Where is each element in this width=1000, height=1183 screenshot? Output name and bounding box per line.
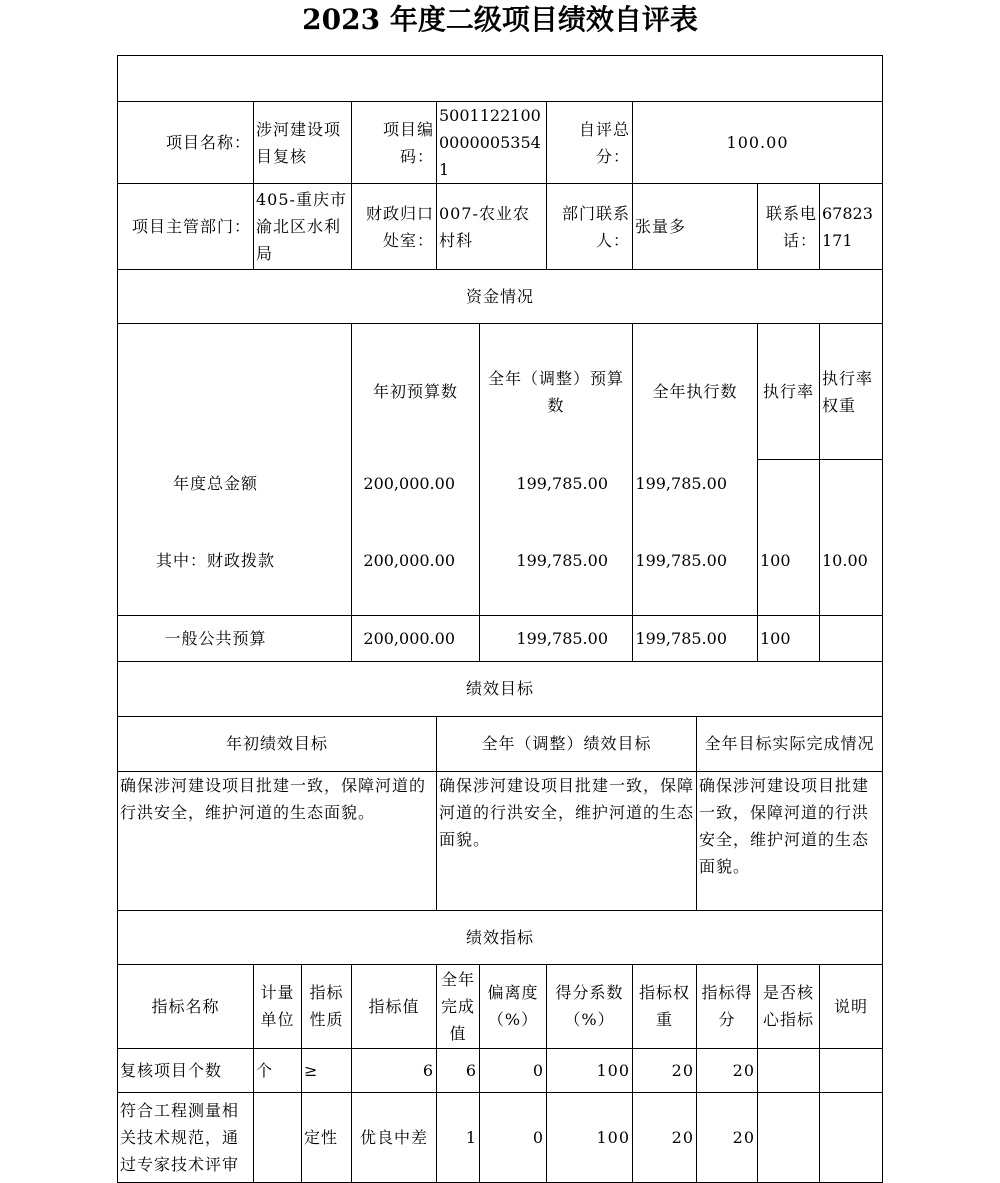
funds-row-initial: 200,000.00	[352, 615, 480, 661]
funds-row-initial: 200,000.00	[352, 460, 480, 507]
goals-header-row	[118, 716, 883, 771]
dept-label: 项目主管部门：	[118, 184, 254, 270]
goals-header-adjusted: 全年（调整）绩效目标	[437, 716, 697, 771]
funds-row-weight	[820, 615, 883, 661]
funds-row-executed: 199,785.00	[633, 615, 758, 661]
finance-office-value: 007-农业农村科	[437, 184, 547, 270]
funds-row-initial: 200,000.00	[352, 507, 480, 616]
funds-header-row	[118, 324, 883, 460]
funds-header-rate: 执行率	[758, 324, 820, 460]
ind-nature: ≥	[302, 1048, 352, 1092]
ind-weight: 20	[633, 1048, 697, 1092]
funds-row-label: 一般公共预算	[118, 615, 352, 661]
funds-section-row	[118, 270, 883, 324]
self-score-value: 100.00	[633, 102, 883, 184]
ind-header-value: 指标值	[352, 964, 437, 1048]
funds-header-adjusted: 全年（调整）预算数	[480, 324, 633, 460]
ind-core	[758, 1048, 820, 1092]
ind-coef: 100	[547, 1048, 633, 1092]
ind-header-done: 全年完成值	[437, 964, 480, 1048]
funds-header-blank	[118, 324, 352, 460]
ind-header-nature: 指标性质	[302, 964, 352, 1048]
funds-header-initial: 年初预算数	[352, 324, 480, 460]
blank-row	[118, 56, 883, 102]
dept-value: 405-重庆市渝北区水利局	[254, 184, 352, 270]
page-title: 2023 年度二级项目绩效自评表	[302, 3, 698, 36]
phone-value: 67823171	[820, 184, 883, 270]
project-code-value: 500112210000000053541	[437, 102, 547, 184]
ind-score: 20	[697, 1048, 758, 1092]
indicators-header-row	[118, 964, 883, 1048]
ind-value: 优良中差	[352, 1092, 437, 1182]
ind-nature: 定性	[302, 1092, 352, 1182]
goals-actual-text: 确保涉河建设项目批建一致，保障河道的行洪安全，维护河道的生态面貌。	[697, 771, 883, 910]
self-score-label: 自评总分：	[547, 102, 633, 184]
funds-row-label: 其中：财政拨款	[118, 507, 352, 616]
funds-section-title: 资金情况	[118, 270, 883, 324]
indicator-row	[118, 1092, 883, 1182]
indicators-section-title: 绩效指标	[118, 910, 883, 964]
funds-row-adjusted: 199,785.00	[480, 460, 633, 507]
ind-header-dev: 偏离度（%）	[480, 964, 547, 1048]
funds-row-label: 年度总金额	[118, 460, 352, 507]
ind-header-unit: 计量单位	[254, 964, 302, 1048]
goals-initial-text: 确保涉河建设项目批建一致，保障河道的行洪安全，维护河道的生态面貌。	[118, 771, 437, 910]
ind-value: 6	[352, 1048, 437, 1092]
project-name-label: 项目名称：	[118, 102, 254, 184]
ind-header-weight: 指标权重	[633, 964, 697, 1048]
contact-value: 张量多	[633, 184, 758, 270]
ind-unit	[254, 1092, 302, 1182]
ind-name: 符合工程测量相关技术规范，通过专家技术评审	[118, 1092, 254, 1182]
ind-header-note: 说明	[820, 964, 883, 1048]
funds-row-adjusted: 199,785.00	[480, 615, 633, 661]
funds-row-executed: 199,785.00	[633, 460, 758, 507]
goals-header-initial: 年初绩效目标	[118, 716, 437, 771]
ind-note	[820, 1048, 883, 1092]
funds-row	[118, 507, 883, 616]
funds-row-rate	[758, 460, 820, 507]
ind-header-score: 指标得分	[697, 964, 758, 1048]
ind-score: 20	[697, 1092, 758, 1182]
funds-row-rate: 100	[758, 507, 820, 616]
indicator-row	[118, 1048, 883, 1092]
funds-header-executed: 全年执行数	[633, 324, 758, 460]
goals-body-row	[118, 771, 883, 910]
ind-done: 1	[437, 1092, 480, 1182]
ind-core	[758, 1092, 820, 1182]
ind-dev: 0	[480, 1048, 547, 1092]
goals-adjusted-text: 确保涉河建设项目批建一致，保障河道的行洪安全，维护河道的生态面貌。	[437, 771, 697, 910]
goals-header-actual: 全年目标实际完成情况	[697, 716, 883, 771]
ind-name: 复核项目个数	[118, 1048, 254, 1092]
funds-row-adjusted: 199,785.00	[480, 507, 633, 616]
indicators-section-row	[118, 910, 883, 964]
funds-row-weight	[820, 460, 883, 507]
project-code-label: 项目编码：	[352, 102, 437, 184]
ind-unit: 个	[254, 1048, 302, 1092]
ind-done: 6	[437, 1048, 480, 1092]
funds-row	[118, 460, 883, 507]
ind-note	[820, 1092, 883, 1182]
funds-row-executed: 199,785.00	[633, 507, 758, 616]
funds-row	[118, 615, 883, 661]
department-row	[118, 184, 883, 270]
contact-label: 部门联系人：	[547, 184, 633, 270]
ind-weight: 20	[633, 1092, 697, 1182]
ind-header-core: 是否核心指标	[758, 964, 820, 1048]
project-name-row	[118, 102, 883, 184]
phone-label: 联系电话：	[758, 184, 820, 270]
funds-header-weight: 执行率权重	[820, 324, 883, 460]
goals-section-row	[118, 661, 883, 716]
ind-coef: 100	[547, 1092, 633, 1182]
finance-office-label: 财政归口处室：	[352, 184, 437, 270]
funds-row-weight: 10.00	[820, 507, 883, 616]
project-name-value: 涉河建设项目复核	[254, 102, 352, 184]
funds-row-rate: 100	[758, 615, 820, 661]
ind-dev: 0	[480, 1092, 547, 1182]
ind-header-name: 指标名称	[118, 964, 254, 1048]
goals-section-title: 绩效目标	[118, 661, 883, 716]
ind-header-coef: 得分系数（%）	[547, 964, 633, 1048]
evaluation-table	[117, 55, 883, 1183]
